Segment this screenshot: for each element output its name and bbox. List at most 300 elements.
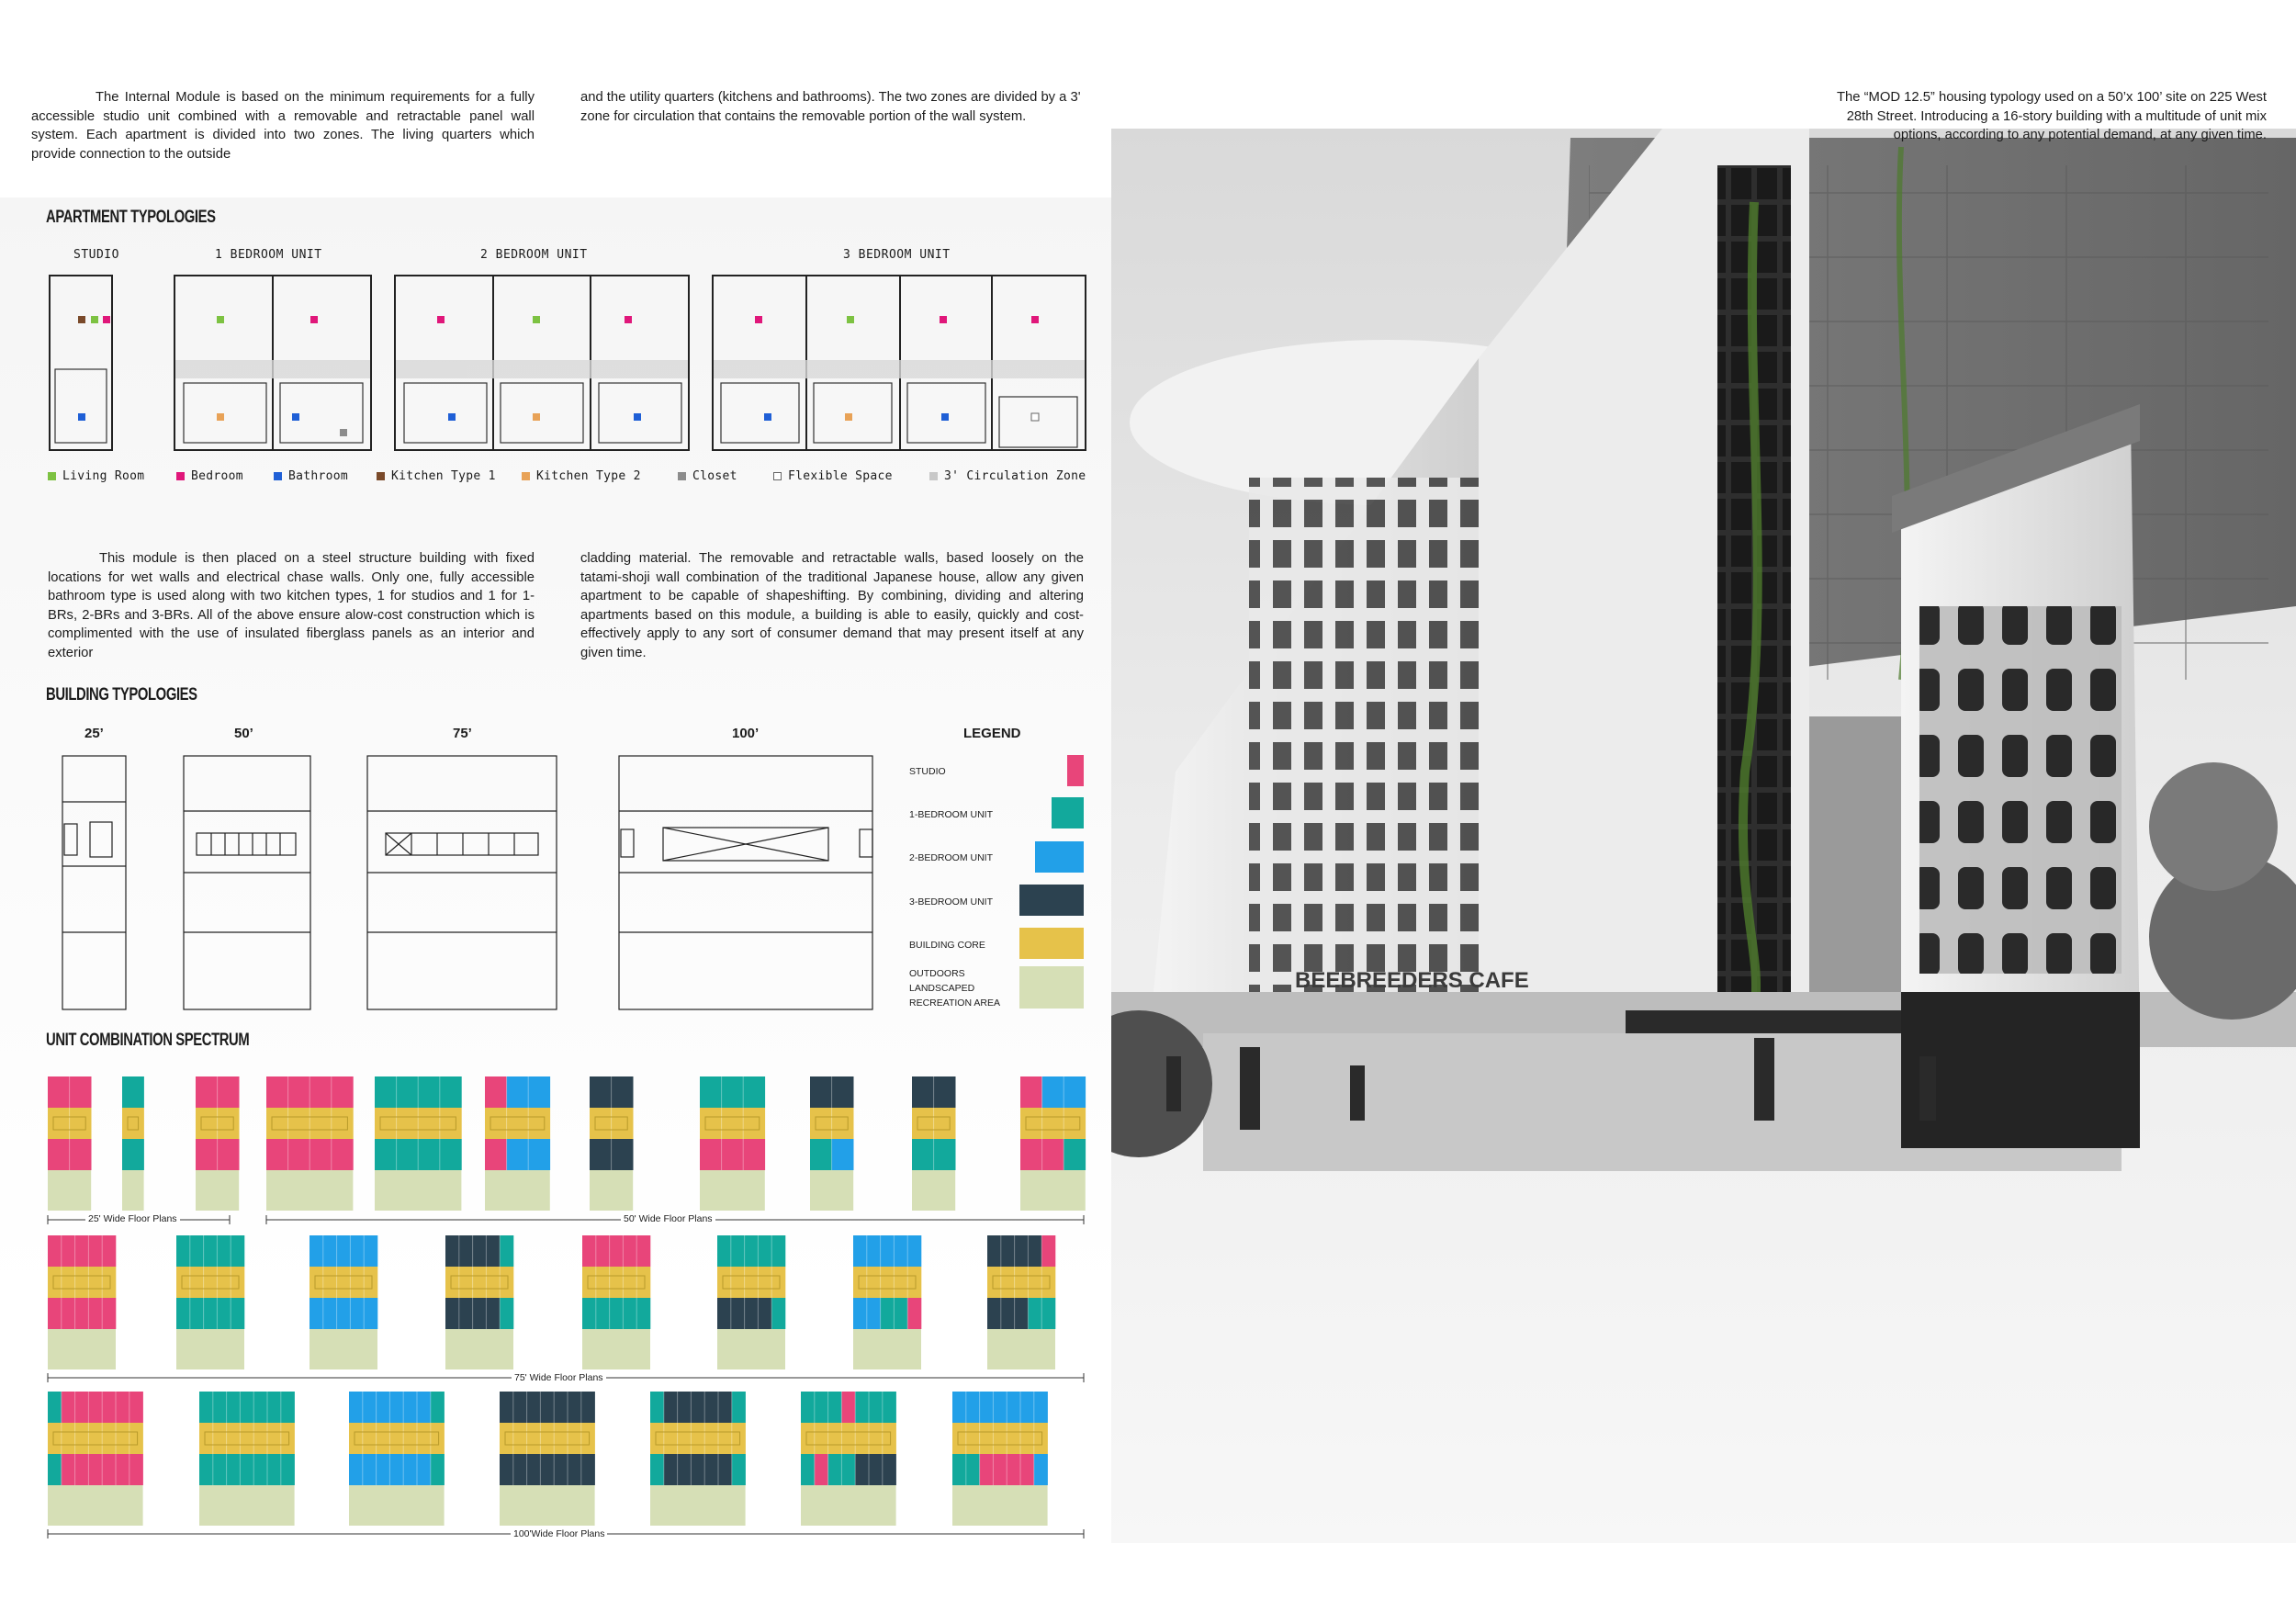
unit-cell [176,1267,190,1298]
unit-cell [722,1076,744,1108]
unit-cell [952,1454,966,1485]
unit-cell [231,1235,244,1267]
unit-cell [281,1423,295,1454]
unit-cell [582,1298,596,1329]
unit-cell [745,1235,759,1267]
unit-cell [855,1392,869,1423]
unit-cell [952,1392,966,1423]
unit-cell [883,1423,896,1454]
unit-cell [440,1108,462,1139]
unit-cell [377,1392,390,1423]
unit-cell [596,1235,610,1267]
unit-cell [500,1298,513,1329]
unit-cell [722,1108,744,1139]
unit-cell [1028,1298,1041,1329]
unit-cell [176,1235,190,1267]
unit-cell [62,1454,75,1485]
legend-circulation [929,469,1086,483]
unit-cell [240,1454,253,1485]
unit-cell [881,1267,895,1298]
unit-cell [217,1267,231,1298]
landscaped-area [266,1170,353,1211]
unit-cell [743,1108,765,1139]
unit-cell [459,1298,473,1329]
bathroom-swatch [274,472,282,480]
unit-cell [1001,1267,1015,1298]
unit-cell [527,1423,541,1454]
unit-cell [732,1392,746,1423]
unit-cell [231,1267,244,1298]
unit-cell [500,1423,513,1454]
unit-cell [869,1423,883,1454]
unit-cell [581,1423,595,1454]
dim-50-label: 50' Wide Floor Plans [621,1213,715,1224]
unit-cell [554,1423,568,1454]
unit-cell [459,1267,473,1298]
landscaped-area [48,1170,91,1211]
unit-cell [485,1139,507,1170]
floor-plan-combination [266,1076,354,1211]
landscaped-area [582,1329,650,1369]
unit-cell [213,1454,227,1485]
unit-cell [700,1108,722,1139]
apartment-typologies-title: APARTMENT TYPOLOGIES [46,208,216,227]
unit-cell [377,1423,390,1454]
unit-cell [966,1392,980,1423]
unit-cell [364,1298,377,1329]
unit-cell [993,1392,1007,1423]
floor-plan-combination [196,1076,240,1211]
unit-cell [253,1392,267,1423]
unit-cell [310,1139,332,1170]
unit-cell [881,1235,895,1267]
unit-cell [204,1235,218,1267]
unit-cell [129,1423,143,1454]
floor-plan-combination [48,1392,143,1526]
unit-cell [540,1423,554,1454]
unit-cell [62,1298,75,1329]
unit-cell [397,1139,419,1170]
unit-cell [88,1267,102,1298]
unit-cell [869,1392,883,1423]
building-typologies-title: BUILDING TYPOLOGIES [46,685,197,704]
unit-cell [418,1076,440,1108]
floor-plan-combination [176,1235,244,1369]
flexible-space-swatch [773,472,782,480]
unit-cell [332,1076,354,1108]
unit-cell [636,1267,650,1298]
unit-cell [810,1076,832,1108]
legend-1br-label: 1-BEDROOM UNIT [909,809,994,820]
floor-plan-combination [349,1392,445,1526]
unit-cell [266,1139,288,1170]
unit-cell [102,1454,116,1485]
unit-cell [350,1298,364,1329]
unit-cell [473,1298,487,1329]
floor-plan-combination [122,1076,144,1211]
landscaped-area [912,1170,955,1211]
landscaped-area [122,1170,144,1211]
unit-cell [528,1108,550,1139]
floor-plan-combination [801,1392,896,1526]
unit-cell [832,1139,854,1170]
unit-cell [1034,1423,1048,1454]
unit-cell [568,1454,581,1485]
unit-cell [48,1298,62,1329]
unit-cell [590,1076,612,1108]
legend-closet-label: Closet [692,469,737,483]
unit-cell [240,1423,253,1454]
landscaped-area [717,1329,785,1369]
unit-cell [966,1423,980,1454]
unit-cell [853,1298,867,1329]
unit-cell [196,1139,218,1170]
plan-label-2br: 2 BEDROOM UNIT [480,248,588,262]
unit-cell [1034,1392,1048,1423]
unit-cell [828,1392,842,1423]
unit-cell [310,1235,323,1267]
legend-studio-label: STUDIO [909,766,946,777]
unit-cell [912,1108,934,1139]
unit-cell [1064,1139,1086,1170]
unit-cell [102,1267,116,1298]
unit-cell [867,1267,881,1298]
unit-cell [337,1235,351,1267]
unit-cell [332,1139,354,1170]
unit-cell [190,1235,204,1267]
width-label-25: 25’ [84,726,104,741]
unit-cell [745,1267,759,1298]
unit-cell [431,1454,445,1485]
legend-core-label: BUILDING CORE [909,940,985,951]
unit-cell [612,1139,634,1170]
landscaped-area [176,1329,244,1369]
dim-75-label: 75' Wide Floor Plans [512,1372,606,1383]
intro-paragraph-col2: and the utility quarters (kitchens and bathrooms). The two zones are divided by a 3' zone for circulation that contains the removable portion of the wall system. [580,90,1081,124]
legend-outdoors-label: OUTDOORS LANDSCAPED RECREATION AREA [909,968,1000,1009]
unit-cell [88,1392,102,1423]
unit-cell [664,1423,678,1454]
unit-cell [217,1298,231,1329]
unit-cell [267,1423,281,1454]
unit-cell [869,1454,883,1485]
unit-cell [417,1423,431,1454]
unit-cell [832,1108,854,1139]
unit-cell [48,1267,62,1298]
width-label-50: 50’ [234,726,253,741]
unit-cell [568,1423,581,1454]
unit-cell [116,1454,129,1485]
unit-cell [704,1392,718,1423]
unit-cell [810,1108,832,1139]
unit-cell [337,1298,351,1329]
unit-cell [828,1423,842,1454]
unit-cell [213,1392,227,1423]
floor-plan-combination [853,1235,921,1369]
unit-cell [323,1298,337,1329]
circulation-swatch [929,472,938,480]
unit-cell [801,1423,815,1454]
legend-bathroom [274,469,348,483]
unit-cell [253,1423,267,1454]
unit-cell [650,1423,664,1454]
dim-100-label: 100'Wide Floor Plans [511,1528,607,1539]
unit-cell [650,1392,664,1423]
unit-cell [1020,1139,1042,1170]
legend-kitchen-2 [522,469,641,483]
unit-cell [1020,1423,1034,1454]
floor-plan-combination [912,1076,956,1211]
unit-cell [590,1108,612,1139]
legend-living-room [48,469,144,483]
unit-cell [473,1267,487,1298]
unit-cell [745,1298,759,1329]
unit-cell [204,1298,218,1329]
unit-cell [1015,1298,1029,1329]
legend-kitchen-1-label: Kitchen Type 1 [391,469,496,483]
unit-cell [310,1076,332,1108]
unit-cell [1028,1267,1041,1298]
unit-cell [907,1235,921,1267]
unit-cell [397,1108,419,1139]
unit-cell [288,1076,310,1108]
unit-cell [403,1423,417,1454]
unit-cell [732,1423,746,1454]
unit-cell [403,1454,417,1485]
unit-cell [122,1108,144,1139]
legend-kitchen-1 [377,469,496,483]
legend-studio-swatch [1067,755,1084,786]
unit-cell [486,1267,500,1298]
unit-cell [568,1392,581,1423]
unit-cell [310,1108,332,1139]
unit-cell [445,1235,459,1267]
unit-cell [691,1454,704,1485]
unit-cell [364,1235,377,1267]
legend-3br-swatch [1019,885,1084,916]
floor-plan-combination [375,1076,462,1211]
unit-cell [129,1392,143,1423]
landscaped-area [590,1170,633,1211]
unit-cell [980,1392,994,1423]
unit-cell [612,1076,634,1108]
unit-cell [717,1235,731,1267]
unit-cell [389,1392,403,1423]
floor-plan-combination [199,1392,295,1526]
unit-cell [1042,1108,1064,1139]
unit-cell [445,1267,459,1298]
unit-cell [1007,1392,1020,1423]
unit-cell [1042,1076,1064,1108]
unit-cell [1015,1267,1029,1298]
unit-cell [867,1298,881,1329]
unit-cell [855,1454,869,1485]
unit-cell [70,1108,92,1139]
unit-cell [717,1298,731,1329]
unit-cell [650,1454,664,1485]
unit-cell [841,1423,855,1454]
module-paragraph-col2: cladding material. The removable and retractable walls, based loosely on the tatami-shoji wall combination of the traditional Japanese house, allow any given apartment to be capable of shapeshifting. By combining, dividing and altering apartments based on this module, a building is able to easily, quickly and cost-effectively apply to any sort of consumer demand that may present itself at any given time. [580,551,1084,660]
unit-cell [240,1392,253,1423]
unit-cell [722,1139,744,1170]
unit-cell [485,1108,507,1139]
unit-cell [832,1076,854,1108]
unit-cell [718,1454,732,1485]
floor-plan-combination [810,1076,854,1211]
unit-cell [218,1108,240,1139]
landscaped-area [700,1170,765,1211]
unit-cell [445,1298,459,1329]
legend-kitchen-2-label: Kitchen Type 2 [536,469,641,483]
unit-cell [732,1454,746,1485]
unit-cell [894,1267,907,1298]
unit-cell [801,1392,815,1423]
floor-plan-combination [590,1076,634,1211]
unit-cell [199,1423,213,1454]
unit-cell [912,1076,934,1108]
unit-cell [375,1139,397,1170]
legend-circulation-label: 3' Circulation Zone [944,469,1086,483]
apartment-floor-plans [37,268,1093,461]
unit-cell [88,1298,102,1329]
unit-cell [743,1076,765,1108]
landscaped-area [349,1485,445,1526]
unit-cell [815,1423,828,1454]
unit-cell [266,1108,288,1139]
unit-cell [403,1392,417,1423]
unit-cell [527,1392,541,1423]
floor-plan-combination [987,1235,1055,1369]
floor-plan-combination [445,1235,513,1369]
unit-cell [48,1454,62,1485]
unit-cell [718,1392,732,1423]
legend-2br-swatch [1035,841,1084,873]
unit-cell [88,1454,102,1485]
unit-cell [62,1235,75,1267]
module-paragraph-col1: This module is then placed on a steel structure building with fixed locations for wet walls and electrical chase walls. Only one, fully accessible bathroom type is used along with two kitchen types, 1 for studios and 1 for 1-BRs, 2-BRs and 3-BRs. All of the above ensure alow-cost construction which is complimented with the use of insulated fiberglass panels as an interior and exterior [48,551,535,660]
unit-cell [717,1267,731,1298]
unit-cell [596,1267,610,1298]
unit-cell [227,1392,241,1423]
unit-cell [363,1423,377,1454]
unit-cell [397,1076,419,1108]
building-typology-plans [55,749,882,1015]
unit-cell [196,1076,218,1108]
unit-cell [691,1392,704,1423]
unit-cell [218,1076,240,1108]
unit-cell [841,1454,855,1485]
landscaped-area [199,1485,295,1526]
unit-cell [88,1423,102,1454]
unit-cell [375,1076,397,1108]
unit-cell [500,1392,513,1423]
unit-cell [75,1267,89,1298]
unit-cell [815,1454,828,1485]
unit-cell [907,1267,921,1298]
unit-cell [417,1454,431,1485]
unit-cell [310,1267,323,1298]
unit-cell [1020,1454,1034,1485]
unit-cell [332,1108,354,1139]
unit-cell [513,1454,527,1485]
landscaped-area [853,1329,921,1369]
floor-plan-combination [485,1076,550,1211]
unit-cell [810,1139,832,1170]
floor-plan-combination [650,1392,746,1526]
landscaped-area [801,1485,896,1526]
unit-cell [743,1139,765,1170]
unit-cell [267,1454,281,1485]
unit-cell [527,1454,541,1485]
bedroom-swatch [176,472,185,480]
legend-flexible-space [773,469,893,483]
unit-cell [623,1267,636,1298]
legend-living-room-label: Living Room [62,469,145,483]
unit-cell [227,1454,241,1485]
floor-plan-combination [500,1392,595,1526]
landscaped-area [48,1485,143,1526]
living-room-swatch [48,472,56,480]
unit-cell [323,1235,337,1267]
unit-cell [88,1235,102,1267]
unit-cell [853,1235,867,1267]
unit-cell [500,1454,513,1485]
unit-cell [554,1392,568,1423]
unit-cell [288,1139,310,1170]
unit-cell [1001,1298,1015,1329]
unit-cell [704,1454,718,1485]
width-label-75: 75’ [453,726,472,741]
unit-cell [771,1298,785,1329]
landscaped-area [500,1485,595,1526]
unit-cell [70,1139,92,1170]
unit-cell [987,1298,1001,1329]
unit-cell [636,1235,650,1267]
intro-paragraph-col1: The Internal Module is based on the minimum requirements for a fully accessible studio unit combined with a removable and retractable panel wall system. Each apartment is divided into two zones. The living quarters which provide connection to the outside [31,90,535,162]
floor-plan-combination [952,1392,1048,1526]
unit-cell [500,1267,513,1298]
unit-cell [389,1423,403,1454]
unit-cell [528,1139,550,1170]
plan-label-studio: STUDIO [73,248,119,262]
unit-cell [664,1454,678,1485]
unit-cell [48,1392,62,1423]
unit-cell [1007,1454,1020,1485]
unit-cell [62,1267,75,1298]
unit-cell [486,1298,500,1329]
unit-cell [431,1423,445,1454]
unit-combination-spectrum [0,1065,1102,1552]
landscaped-area [650,1485,746,1526]
unit-cell [48,1235,62,1267]
unit-cell [1020,1392,1034,1423]
unit-cell [1001,1235,1015,1267]
unit-cell [664,1392,678,1423]
unit-cell [310,1298,323,1329]
landscaped-area [310,1329,377,1369]
unit-cell [266,1076,288,1108]
unit-cell [582,1267,596,1298]
floor-plan-combination [700,1076,765,1211]
legend-outdoors-swatch [1019,966,1084,1009]
unit-cell [116,1392,129,1423]
unit-cell [116,1423,129,1454]
unit-cell [459,1235,473,1267]
unit-cell [190,1267,204,1298]
kitchen-2-swatch [522,472,530,480]
unit-cell [48,1076,70,1108]
unit-cell [731,1298,745,1329]
